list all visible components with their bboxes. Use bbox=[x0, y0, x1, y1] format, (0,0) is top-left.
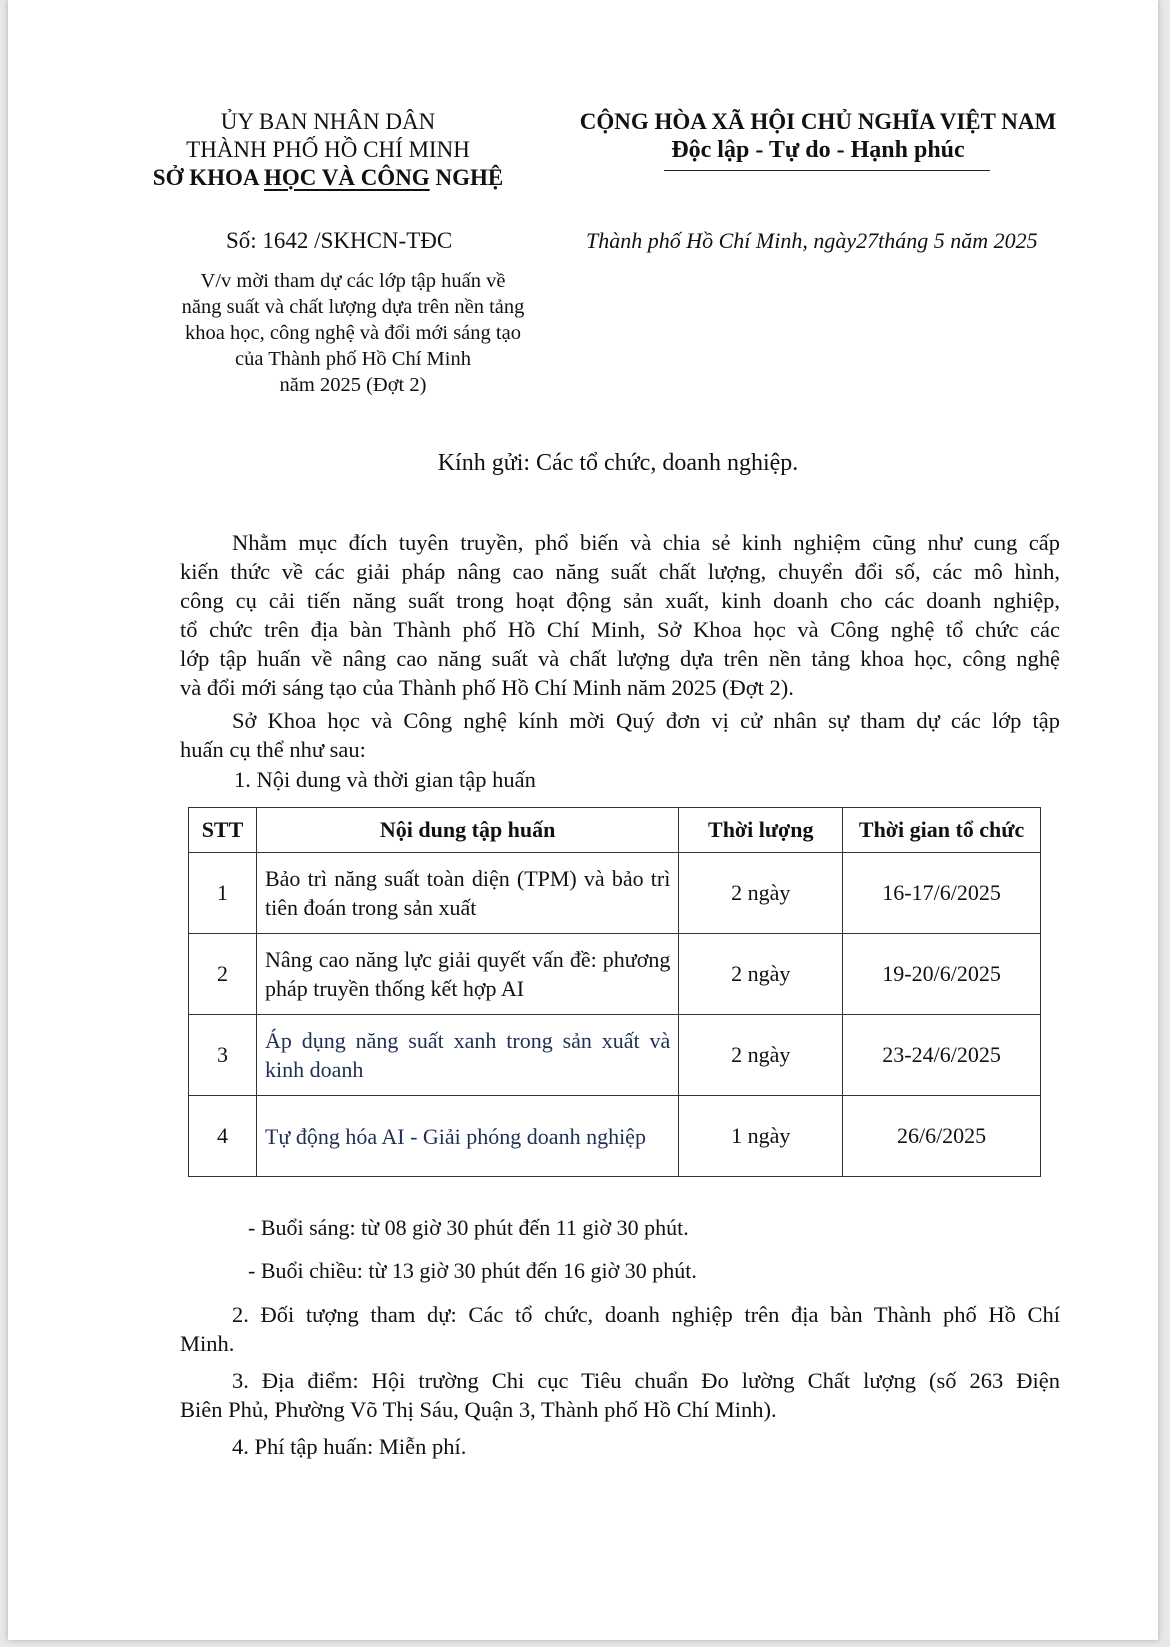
item-2-line-2: Minh. bbox=[180, 1331, 235, 1356]
issuer-line-3 bbox=[138, 164, 518, 192]
table-row bbox=[189, 853, 1041, 934]
invite-line-1: Sở Khoa học và Công nghệ kính mời Quý đơn vị cử nhân sự tham dự các lớp tập bbox=[232, 708, 1060, 733]
row-stt: 4 bbox=[189, 1096, 257, 1177]
row-content: Tự động hóa AI - Giải phóng doanh nghiệp bbox=[256, 1096, 678, 1177]
intro-paragraph bbox=[180, 528, 1060, 702]
document-page bbox=[8, 0, 1158, 1640]
row-content: Bảo trì năng suất toàn diện (TPM) và bảo trì tiên đoán trong sản xuất bbox=[256, 853, 678, 934]
document-date: Thành phố Hồ Chí Minh, ngày27tháng 5 năm 2025 bbox=[586, 228, 1038, 253]
issuer-line-3c: NGHỆ bbox=[429, 165, 504, 190]
national-motto: Độc lập - Tự do - Hạnh phúc bbox=[671, 137, 965, 163]
row-content: Nâng cao năng lực giải quyết vấn đề: phương pháp truyền thống kết hợp AI bbox=[256, 934, 678, 1015]
subject-line-5: năm 2025 (Đợt 2) bbox=[279, 374, 427, 396]
motto-underline bbox=[664, 170, 990, 171]
header-schedule: Thời gian tổ chức bbox=[843, 808, 1041, 853]
row-schedule: 19-20/6/2025 bbox=[843, 934, 1041, 1015]
subject-line-2: năng suất và chất lượng dựa trên nền tảng bbox=[181, 296, 525, 318]
subject-line-3: khoa học, công nghệ và đổi mới sáng tạo bbox=[185, 322, 521, 344]
subject-line-1: V/v mời tham dự các lớp tập huấn về bbox=[200, 270, 506, 292]
row-duration: 2 ngày bbox=[679, 934, 843, 1015]
document-subject bbox=[148, 268, 558, 398]
national-header bbox=[568, 108, 1068, 164]
morning-session: - Buổi sáng: từ 08 giờ 30 phút đến 11 giờ 30 phút. bbox=[248, 1215, 689, 1240]
item-3-line-2: Biên Phủ, Phường Võ Thị Sáu, Quận 3, Thành phố Hồ Chí Minh). bbox=[180, 1397, 777, 1422]
intro-line-1: Nhằm mục đích tuyên truyền, phổ biến và chia sẻ kinh nghiệm cũng như cung cấp bbox=[232, 530, 1060, 555]
intro-line-4: tổ chức trên địa bàn Thành phố Hồ Chí Minh, Sở Khoa học và Công nghệ tổ chức các bbox=[180, 617, 1060, 642]
header-content: Nội dung tập huấn bbox=[256, 808, 678, 853]
national-title: CỘNG HÒA XÃ HỘI CHỦ NGHĨA VIỆT NAM bbox=[579, 109, 1057, 134]
row-stt: 3 bbox=[189, 1015, 257, 1096]
invite-line-2: huấn cụ thể như sau: bbox=[180, 737, 366, 762]
row-duration: 2 ngày bbox=[679, 853, 843, 934]
header-duration: Thời lượng bbox=[679, 808, 843, 853]
issuer-line-2: THÀNH PHỐ HỒ CHÍ MINH bbox=[186, 137, 470, 162]
recipient-line: Kính gửi: Các tổ chức, doanh nghiệp. bbox=[437, 450, 799, 476]
item-4-fee bbox=[180, 1432, 1060, 1461]
table-row bbox=[189, 1096, 1041, 1177]
issuer-line-3a: SỞ KHOA bbox=[152, 165, 264, 190]
item-3-line-1: 3. Địa điểm: Hội trường Chi cục Tiêu chuẩn Đo lường Chất lượng (số 263 Điện bbox=[232, 1368, 1060, 1393]
item-4-line-1: 4. Phí tập huấn: Miễn phí. bbox=[232, 1434, 467, 1459]
row-stt: 2 bbox=[189, 934, 257, 1015]
issuer-header bbox=[138, 108, 518, 192]
row-schedule: 16-17/6/2025 bbox=[843, 853, 1041, 934]
row-duration: 2 ngày bbox=[679, 1015, 843, 1096]
intro-line-5: lớp tập huấn về nâng cao năng suất và chất lượng dựa trên nền tảng khoa học, công nghệ bbox=[180, 646, 1060, 671]
table-header-row bbox=[189, 808, 1041, 853]
item-3-location bbox=[180, 1366, 1060, 1424]
training-schedule-table bbox=[188, 807, 1041, 1177]
item-2-line-1: 2. Đối tượng tham dự: Các tổ chức, doanh nghiệp trên địa bàn Thành phố Hồ Chí bbox=[232, 1302, 1060, 1327]
table-row bbox=[189, 1015, 1041, 1096]
intro-line-6: và đổi mới sáng tạo của Thành phố Hồ Chí Minh năm 2025 (Đợt 2). bbox=[180, 675, 794, 700]
row-duration: 1 ngày bbox=[679, 1096, 843, 1177]
row-schedule: 23-24/6/2025 bbox=[843, 1015, 1041, 1096]
row-schedule: 26/6/2025 bbox=[843, 1096, 1041, 1177]
row-stt: 1 bbox=[189, 853, 257, 934]
item-2-attendees bbox=[180, 1300, 1060, 1358]
subject-line-4: của Thành phố Hồ Chí Minh bbox=[235, 348, 471, 370]
table-row bbox=[189, 934, 1041, 1015]
invite-paragraph bbox=[180, 706, 1060, 764]
issuer-line-1: ỦY BAN NHÂN DÂN bbox=[220, 109, 436, 134]
intro-line-3: công cụ cải tiến năng suất trong hoạt động sản xuất, kinh doanh cho các doanh nghiệp, bbox=[180, 588, 1060, 613]
afternoon-session: - Buổi chiều: từ 13 giờ 30 phút đến 16 giờ 30 phút. bbox=[248, 1258, 697, 1283]
intro-line-2: kiến thức về các giải pháp nâng cao năng suất chất lượng, chuyển đổi số, các mô hình, bbox=[180, 559, 1060, 584]
document-number: Số: 1642 /SKHCN-TĐC bbox=[226, 228, 453, 253]
issuer-line-3b: HỌC VÀ CÔNG bbox=[264, 165, 430, 190]
section-1-heading: 1. Nội dung và thời gian tập huấn bbox=[234, 767, 536, 792]
row-content: Áp dụng năng suất xanh trong sản xuất và kinh doanh bbox=[256, 1015, 678, 1096]
header-stt: STT bbox=[189, 808, 257, 853]
